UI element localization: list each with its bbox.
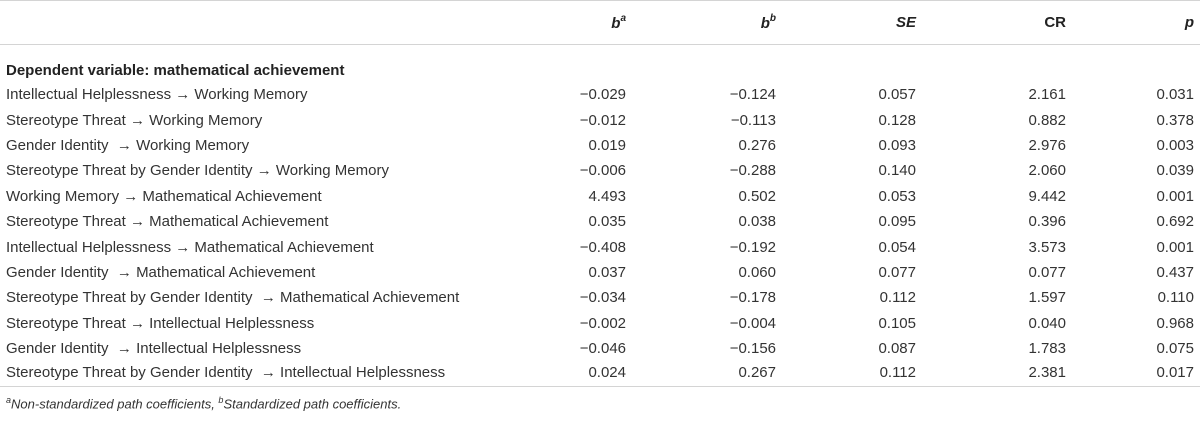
header-b-standardized-sup: b — [769, 12, 776, 24]
cell-cr: 0.077 — [1028, 263, 1066, 281]
row-path-label: Stereotype Threat → Intellectual Helplessness — [6, 314, 315, 332]
row-path-label: Stereotype Threat → Mathematical Achievement — [6, 213, 329, 231]
row-path-label: Stereotype Threat by Gender Identity → Intellectual Helplessness — [0, 361, 508, 386]
row-path-label: Stereotype Threat by Gender Identity → Mathematical Achievement — [6, 289, 460, 307]
cell-se: 0.095 — [878, 213, 916, 231]
cell-bb: 0.276 — [738, 136, 776, 154]
cell-bb: −0.178 — [729, 289, 776, 307]
cell-cr: 0.396 — [1028, 213, 1066, 231]
section-title: Dependent variable: mathematical achievement — [6, 62, 345, 79]
cell-bb: 0.038 — [738, 213, 776, 231]
cell-ba: 4.493 — [588, 187, 626, 205]
cell-se: 0.140 — [878, 162, 916, 180]
cell-se: 0.057 — [878, 86, 916, 104]
cell-p: 0.031 — [1156, 86, 1194, 104]
cell-p: 0.039 — [1156, 162, 1194, 180]
cell-se: 0.112 — [782, 361, 922, 386]
cell-bb: −0.124 — [729, 86, 776, 104]
cell-se: 0.053 — [878, 187, 916, 205]
row-path-label: Working Memory → Mathematical Achievement — [6, 187, 322, 205]
cell-bb: −0.192 — [729, 238, 776, 256]
table-row — [0, 184, 1200, 209]
cell-p: 0.968 — [1156, 314, 1194, 332]
cell-ba: −0.002 — [579, 314, 626, 332]
table-header-row — [0, 1, 1200, 45]
header-b-unstandardized — [508, 1, 632, 45]
table-row — [0, 361, 1200, 386]
cell-ba: −0.012 — [579, 111, 626, 129]
row-path-label: Intellectual Helplessness → Working Memory — [6, 86, 308, 104]
cell-cr: 2.976 — [1028, 136, 1066, 154]
cell-p: 0.437 — [1156, 263, 1194, 281]
footnote-sup-b: b — [218, 395, 224, 406]
cell-p: 0.001 — [1156, 238, 1194, 256]
cell-p: 0.001 — [1156, 187, 1194, 205]
row-path-label: Gender Identity → Mathematical Achievement — [6, 263, 316, 281]
cell-ba: 0.037 — [588, 263, 626, 281]
table-row — [0, 209, 1200, 234]
table-row — [0, 260, 1200, 285]
header-p: p — [1072, 1, 1200, 45]
cell-ba: −0.006 — [579, 162, 626, 180]
row-path-label: Gender Identity → Working Memory — [6, 136, 250, 154]
cell-p: 0.692 — [1156, 213, 1194, 231]
table-row — [0, 107, 1200, 132]
cell-bb: 0.060 — [738, 263, 776, 281]
cell-p: 0.378 — [1156, 111, 1194, 129]
cell-p: 0.003 — [1156, 136, 1194, 154]
cell-bb: 0.267 — [632, 361, 782, 386]
cell-cr: 2.060 — [1028, 162, 1066, 180]
cell-p: 0.017 — [1072, 361, 1200, 386]
header-b-unstandardized-main: b — [611, 14, 621, 32]
cell-bb: −0.156 — [729, 340, 776, 358]
cell-ba: −0.029 — [579, 86, 626, 104]
footnote-text-b: Standardized path coefficients. — [223, 396, 402, 412]
header-b-standardized — [632, 1, 782, 45]
cell-cr: 9.442 — [1028, 187, 1066, 205]
cell-ba: −0.046 — [579, 340, 626, 358]
table-footnote — [0, 387, 1200, 411]
table-row — [0, 336, 1200, 361]
table-row — [0, 311, 1200, 336]
footnote-text-a: Non-standardized path coefficients, — [11, 396, 219, 412]
table-row — [0, 234, 1200, 259]
cell-cr: 2.161 — [1028, 86, 1066, 104]
row-path-label: Intellectual Helplessness → Mathematical Achievement — [6, 238, 374, 256]
cell-se: 0.105 — [878, 314, 916, 332]
cell-cr: 1.597 — [1028, 289, 1066, 307]
row-path-label: Stereotype Threat → Working Memory — [6, 111, 263, 129]
table-row — [0, 285, 1200, 310]
cell-ba: 0.024 — [508, 361, 632, 386]
row-path-label: Stereotype Threat by Gender Identity → Working Memory — [6, 162, 389, 180]
cell-ba: −0.034 — [579, 289, 626, 307]
table-row — [0, 158, 1200, 183]
cell-cr: 0.040 — [1028, 314, 1066, 332]
cell-se: 0.077 — [878, 263, 916, 281]
cell-cr: 1.783 — [1028, 340, 1066, 358]
cell-cr: 3.573 — [1028, 238, 1066, 256]
cell-cr: 2.381 — [922, 361, 1072, 386]
footnote-sup-a: a — [6, 395, 12, 406]
cell-cr: 0.882 — [1028, 111, 1066, 129]
cell-se: 0.087 — [878, 340, 916, 358]
header-b-standardized-main: b — [760, 14, 770, 32]
table-row — [0, 133, 1200, 158]
cell-se: 0.093 — [878, 136, 916, 154]
header-b-unstandardized-sup: a — [620, 12, 626, 24]
cell-bb: −0.004 — [729, 314, 776, 332]
header-se: SE — [782, 1, 922, 45]
header-cr: CR — [922, 1, 1072, 45]
cell-p: 0.075 — [1156, 340, 1194, 358]
cell-se: 0.112 — [879, 289, 916, 307]
table-row — [0, 82, 1200, 107]
cell-se: 0.054 — [878, 238, 916, 256]
cell-ba: −0.408 — [579, 238, 626, 256]
cell-bb: 0.502 — [738, 187, 776, 205]
cell-bb: −0.113 — [730, 111, 776, 129]
cell-bb: −0.288 — [729, 162, 776, 180]
row-path-label: Gender Identity → Intellectual Helplessness — [6, 340, 302, 358]
cell-se: 0.128 — [878, 111, 916, 129]
section-row — [0, 45, 1200, 83]
header-path — [0, 1, 508, 45]
cell-p: 0.110 — [1157, 289, 1194, 307]
cell-ba: 0.035 — [588, 213, 626, 231]
cell-ba: 0.019 — [588, 136, 626, 154]
